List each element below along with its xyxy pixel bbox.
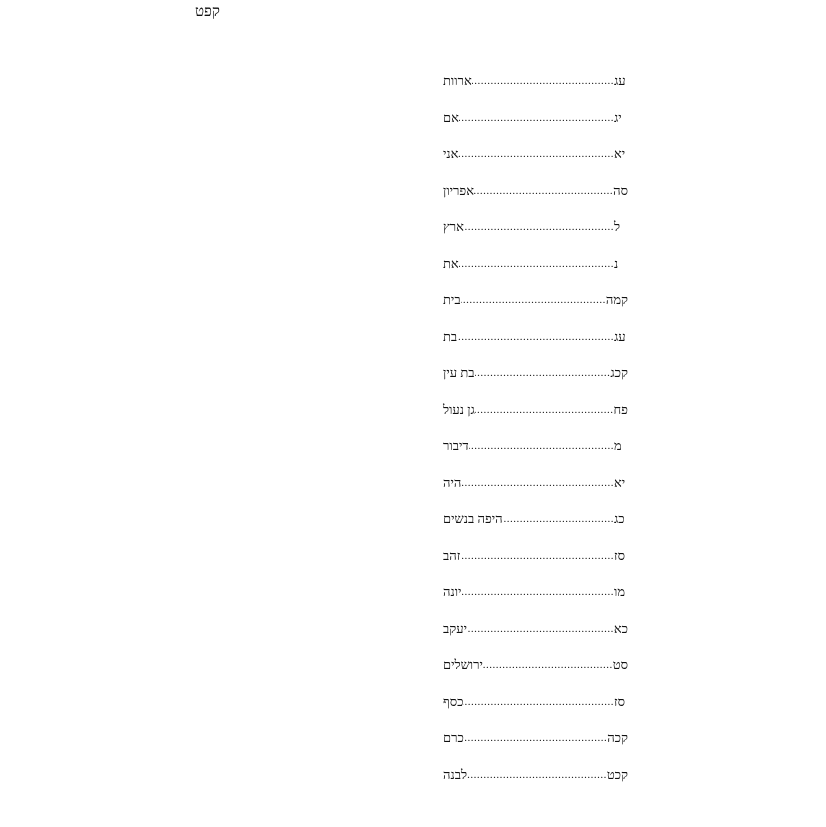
dot-leader (459, 255, 614, 273)
entry-page-ref: כג (614, 511, 625, 526)
entry-term: היפה בנשים (443, 511, 503, 526)
index-list (440, 72, 631, 802)
dot-leader (460, 547, 614, 565)
entry-page-ref: פח (613, 401, 628, 417)
index-entry (440, 364, 631, 401)
entry-page-ref: קכג (610, 365, 628, 380)
index-entry (440, 72, 631, 109)
index-entry (440, 291, 631, 328)
entry-term: לבנה (443, 766, 468, 782)
dot-leader (464, 218, 614, 236)
entry-page-ref: יא (614, 474, 626, 490)
entry-term: בת (443, 328, 458, 344)
entry-term: היה (443, 474, 462, 490)
dot-leader (474, 182, 613, 200)
dot-leader (461, 583, 614, 601)
index-entry (440, 255, 631, 292)
entry-page-ref: קכה (607, 730, 628, 745)
dot-leader (464, 729, 607, 747)
entry-term: כסף (443, 693, 464, 709)
entry-term: בת עין (443, 365, 475, 380)
dot-leader (475, 401, 614, 419)
entry-term: את (443, 255, 459, 271)
index-entry (440, 766, 631, 803)
dot-leader (458, 145, 614, 163)
index-entry (440, 328, 631, 365)
index-entry (440, 693, 631, 730)
index-entry (440, 729, 631, 766)
entry-term: ארץ (443, 219, 464, 234)
entry-page-ref: עג (614, 328, 626, 344)
index-entry (440, 401, 631, 438)
index-entry (440, 218, 631, 255)
entry-term: זהב (443, 547, 461, 563)
dot-leader (467, 766, 607, 784)
dot-leader (469, 437, 614, 455)
dot-leader (459, 109, 614, 127)
entry-page-ref: מ (614, 438, 622, 453)
index-entry (440, 474, 631, 511)
entry-page-ref: יג (614, 109, 622, 125)
entry-term: אם (443, 109, 459, 125)
entry-page-ref: עג (614, 73, 626, 88)
entry-term: אפריון (443, 182, 475, 198)
index-entry (440, 620, 631, 657)
entry-term: גן נעול (443, 401, 475, 417)
entry-term: יונה (443, 584, 462, 599)
dot-leader (461, 474, 614, 492)
entry-term: יעקב (443, 620, 467, 636)
dot-leader (475, 364, 611, 382)
dot-leader (483, 656, 613, 674)
entry-page-ref: סז (614, 693, 626, 709)
entry-term: ירושלים (443, 657, 483, 672)
dot-leader (461, 291, 606, 309)
dot-leader (503, 510, 614, 528)
entry-term: אני (443, 146, 459, 161)
entry-page-ref: סה (613, 182, 628, 198)
entry-page-ref: מו (614, 584, 626, 599)
index-entry (440, 145, 631, 182)
dot-leader (467, 620, 614, 638)
index-entry (440, 182, 631, 219)
entry-page-ref: קכט (606, 766, 628, 782)
entry-page-ref: יא (614, 146, 626, 161)
entry-page-ref: סט (612, 657, 628, 672)
dot-leader (457, 328, 614, 346)
entry-page-ref: ל (614, 219, 621, 234)
index-entry (440, 510, 631, 547)
entry-term: דיבור (443, 438, 469, 453)
entry-term: בית (443, 292, 461, 307)
entry-page-ref: קמה (605, 292, 628, 307)
entry-term: ארוות (443, 73, 472, 88)
index-entry (440, 437, 631, 474)
entry-term: כרם (443, 730, 464, 745)
entry-page-ref: כא (613, 620, 628, 636)
index-entry (440, 109, 631, 146)
page-number: קפט (195, 4, 220, 20)
index-entry (440, 583, 631, 620)
entry-page-ref: סז (614, 547, 626, 563)
index-entry (440, 656, 631, 693)
dot-leader (463, 693, 614, 711)
dot-leader (472, 72, 614, 90)
index-entry (440, 547, 631, 584)
entry-page-ref: נ (614, 255, 619, 271)
